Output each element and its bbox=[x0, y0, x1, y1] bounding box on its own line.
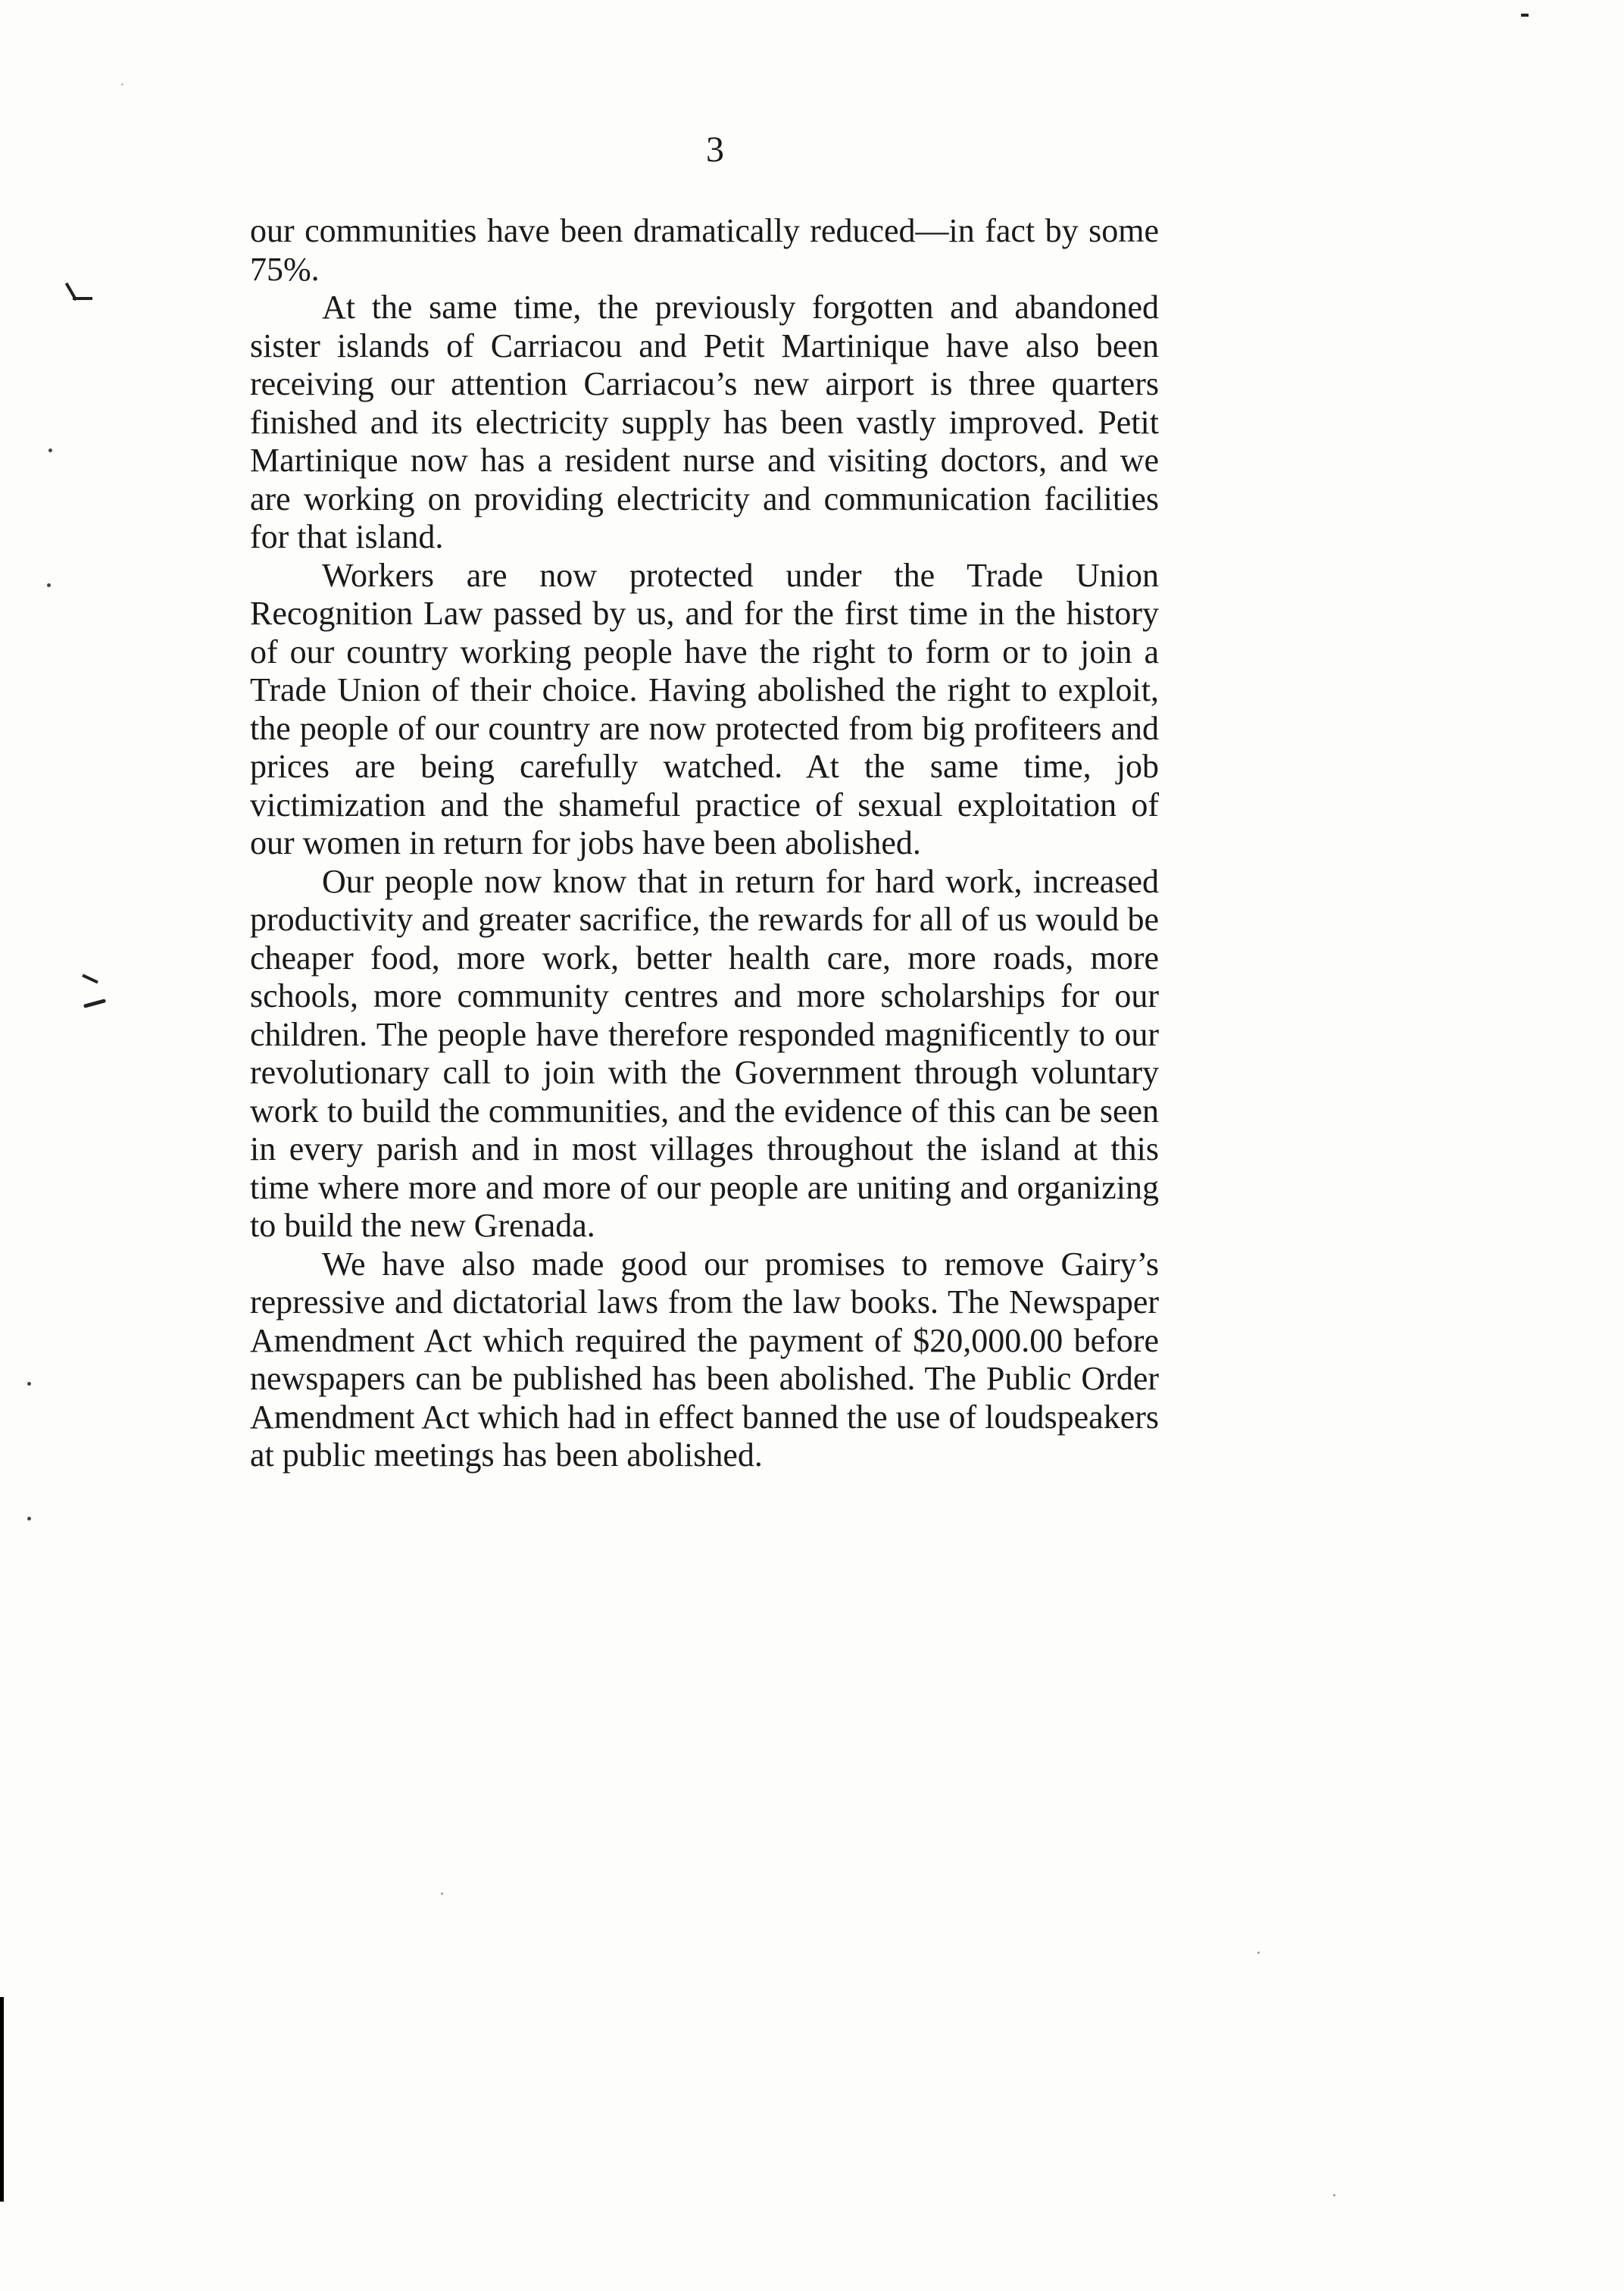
scan-dot bbox=[1257, 1952, 1260, 1954]
page-number: 3 bbox=[706, 130, 724, 170]
scan-dot bbox=[27, 1382, 31, 1386]
paragraph-2: At the same time, the previously forgotten and abandoned sister islands of Carriacou and Petit Martinique have also been receiving our attention Carriacou’s new airport is three quarters finished and its electricity supply has been vastly improved. Petit Martinique now has a resident nurse and visiting doctors, and we are working on providing electricity and communication facilities for that island. bbox=[250, 289, 1159, 555]
scan-dot bbox=[47, 583, 51, 587]
body-text bbox=[250, 212, 1159, 1475]
paragraph-5: We have also made good our promises to remove Gairy’s repressive and dictatorial laws from the law books. The Newspaper Amendment Act which required the payment of $20,000.00 before newspapers can be published has been abolished. The Public Order Amendment Act which had in effect banned the use of loudspeakers at public meetings has been abolished. bbox=[250, 1245, 1159, 1474]
paragraph-3: Workers are now protected under the Trade Union Recognition Law passed by us, and for the first time in the history of our country working people have the right to form or to join a Trade Union of their choice. Having abolished the right to exploit, the people of our country are now protected from big profiteers and prices are being carefully watched. At the same time, job victimization and the shameful practice of sexual exploitation of our women in return for jobs have been abolished. bbox=[250, 556, 1159, 861]
paragraph-4: Our people now know that in return for hard work, increased productivity and greater sacrifice, the rewards for all of us would be cheaper food, more work, better health care, more roads, more schools, more community centres and more scholarships for our children. The people have therefore responded magnificently to our revolutionary call to join with the Government through voluntary work to build the communities, and the evidence of this can be seen in every parish and in most villages throughout the island at this time where more and more of our people are uniting and organizing to build the new Grenada. bbox=[250, 862, 1159, 1244]
paragraph-1: our communities have been dramatically reduced—in fact by some 75%. bbox=[250, 212, 1159, 288]
scan-dot bbox=[1333, 2194, 1335, 2196]
scan-mark bbox=[83, 999, 106, 1008]
scan-mark bbox=[73, 297, 92, 300]
scan-dot bbox=[441, 1892, 443, 1895]
scan-dot bbox=[121, 83, 123, 86]
scan-dot bbox=[48, 449, 52, 452]
scan-mark bbox=[82, 974, 98, 984]
scan-dot bbox=[27, 1517, 31, 1521]
scan-edge-line bbox=[0, 1997, 4, 2202]
scan-mark bbox=[1521, 14, 1529, 17]
